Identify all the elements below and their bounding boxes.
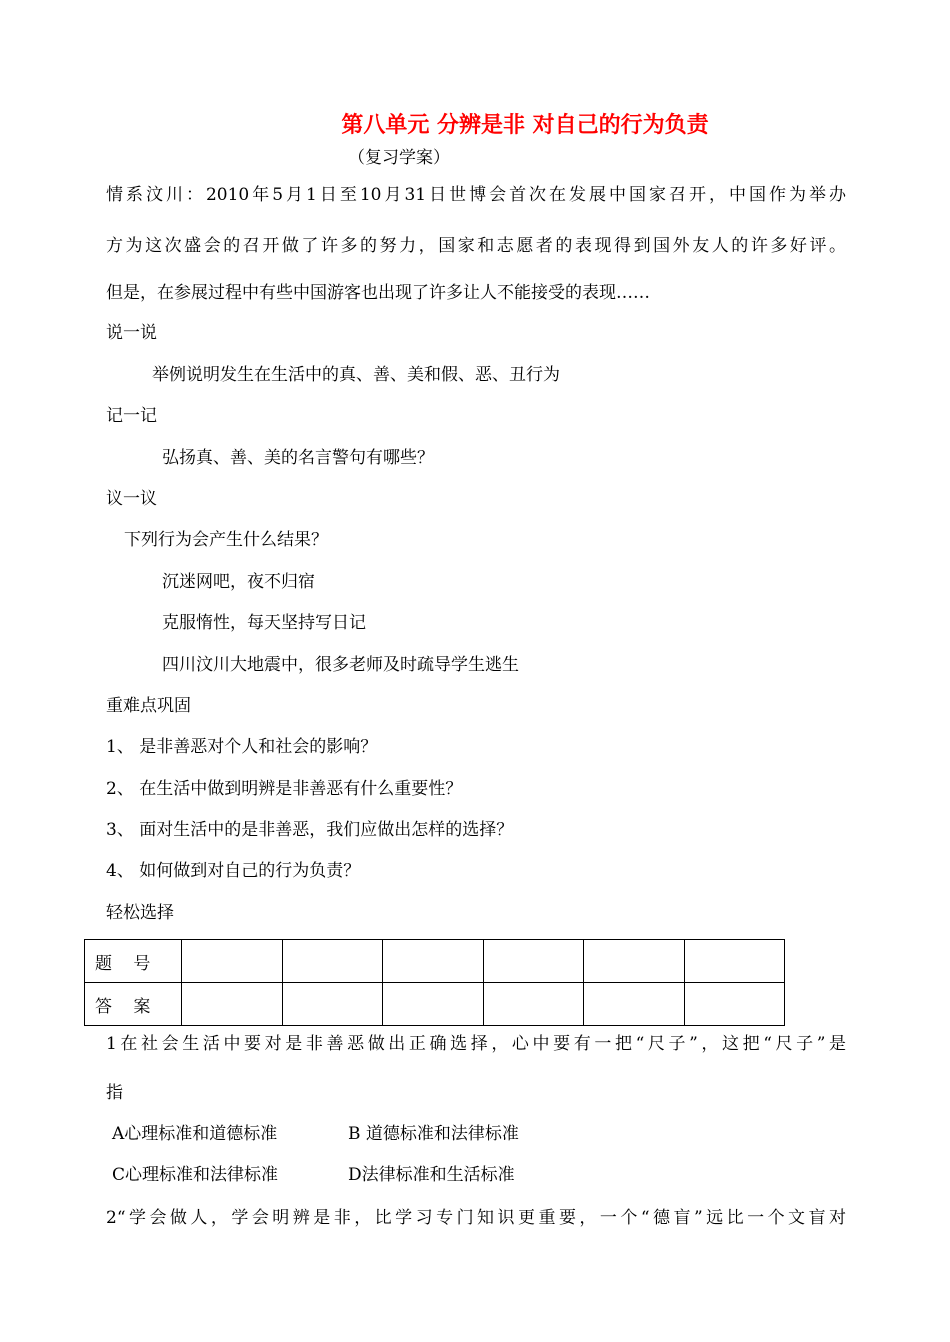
- answer-cell[interactable]: [684, 940, 785, 983]
- intro-line-3: 但是，在参展过程中有些中国游客也出现了许多让人不能接受的表现……: [106, 283, 650, 303]
- section-heading-discuss: 议一议: [106, 489, 157, 509]
- answer-cell[interactable]: [483, 983, 584, 1026]
- table-row: [85, 983, 785, 1026]
- answer-cell[interactable]: [584, 940, 685, 983]
- answer-cell[interactable]: [584, 983, 685, 1026]
- intro-line-1: 情系汶川：2010年5月1日至10月31日世博会首次在发展中国家召开，中国作为举办: [106, 185, 846, 205]
- answer-cell[interactable]: [182, 983, 283, 1026]
- section-text-say: 举例说明发生在生活中的真、善、美和假、恶、丑行为: [152, 365, 560, 385]
- discuss-item: 四川汶川大地震中，很多老师及时疏导学生逃生: [162, 655, 519, 675]
- section-heading-say: 说一说: [106, 323, 157, 343]
- section-heading-remember: 记一记: [106, 406, 157, 426]
- document-title: 第八单元 分辨是非 对自己的行为负责: [341, 113, 709, 138]
- table-row: [85, 940, 785, 983]
- question-1-option-a: A心理标准和道德标准: [112, 1124, 278, 1144]
- section-heading-key-points: 重难点巩固: [106, 696, 191, 716]
- question-1-option-b: B 道德标准和法律标准: [348, 1124, 519, 1144]
- key-point-item: 1、 是非善恶对个人和社会的影响？: [106, 737, 378, 757]
- section-text-remember: 弘扬真、善、美的名言警句有哪些？: [162, 448, 434, 468]
- section-heading-choice: 轻松选择: [106, 903, 174, 923]
- intro-line-2: 方为这次盛会的召开做了许多的努力，国家和志愿者的表现得到国外友人的许多好评。: [106, 236, 846, 256]
- document-subtitle: （复习学案）: [348, 148, 450, 168]
- answer-cell[interactable]: [182, 940, 283, 983]
- question-1-option-d: D法律标准和生活标准: [348, 1165, 515, 1185]
- discuss-item: 沉迷网吧，夜不归宿: [162, 572, 315, 592]
- answer-cell[interactable]: [383, 940, 484, 983]
- question-1-line-1: 1在社会生活中要对是非善恶做出正确选择，心中要有一把“尺子”，这把“尺子”是: [106, 1034, 846, 1054]
- answer-cell[interactable]: [383, 983, 484, 1026]
- question-2-line-1: 2“学会做人，学会明辨是非，比学习专门知识更重要，一个“德盲”远比一个文盲对: [106, 1208, 846, 1228]
- question-1-option-c: C心理标准和法律标准: [112, 1165, 279, 1185]
- key-point-item: 3、 面对生活中的是非善恶，我们应做出怎样的选择？: [106, 820, 514, 840]
- question-1-line-2: 指: [106, 1083, 123, 1103]
- key-point-item: 2、 在生活中做到明辨是非善恶有什么重要性？: [106, 779, 463, 799]
- key-point-item: 4、 如何做到对自己的行为负责？: [106, 861, 361, 881]
- answer-cell[interactable]: [282, 983, 383, 1026]
- discuss-item: 克服惰性，每天坚持写日记: [162, 613, 366, 633]
- answer-cell[interactable]: [684, 983, 785, 1026]
- table-row-label: 题 号: [85, 940, 182, 983]
- answer-table: [84, 939, 785, 1026]
- discuss-question: 下列行为会产生什么结果？: [124, 530, 328, 550]
- answer-cell[interactable]: [483, 940, 584, 983]
- answer-cell[interactable]: [282, 940, 383, 983]
- table-row-label: 答 案: [85, 983, 182, 1026]
